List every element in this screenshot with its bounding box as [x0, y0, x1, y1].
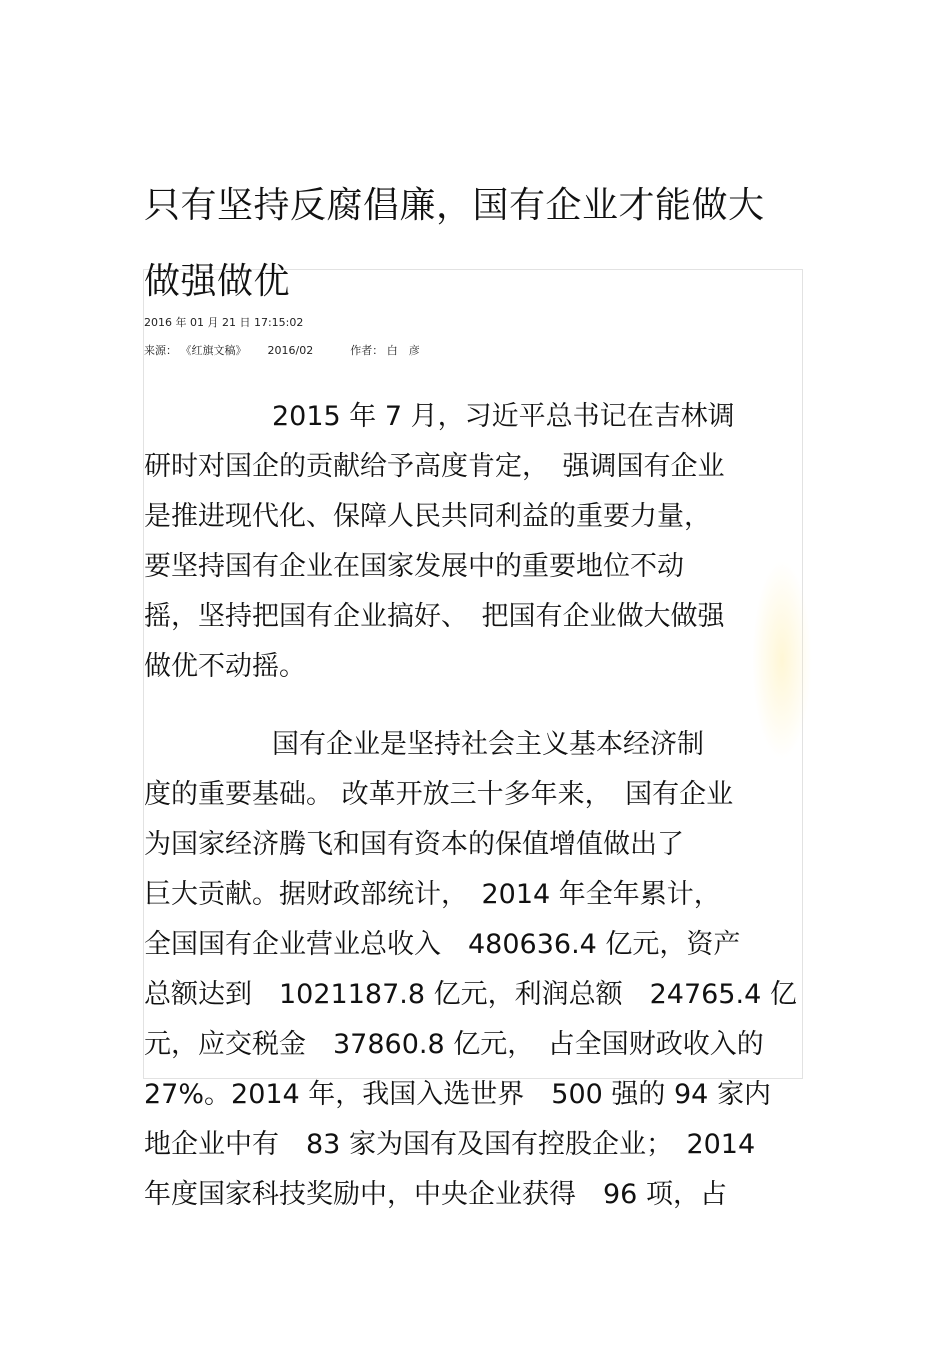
source-issue: 2016/02 [267, 344, 314, 357]
paragraph-line: 研时对国企的贡献给予高度肯定， 强调国有企业 [144, 451, 725, 482]
article-title-line: 只有坚持反腐倡廉，国有企业才能做大 [144, 185, 765, 226]
article-title [144, 168, 784, 320]
paragraph-line: 元，应交税金 37860.8 亿元， 占全国财政收入的 [144, 1029, 764, 1060]
paragraph-line: 度的重要基础。 改革开放三十多年来， 国有企业 [144, 779, 734, 810]
body-paragraph [144, 720, 804, 1220]
source-publication: 《红旗文稿》 [180, 344, 247, 357]
paragraph-line: 地企业中有 83 家为国有及国有控股企业； 2014 [144, 1129, 756, 1160]
source-line [144, 342, 420, 358]
paragraph-line: 年度国家科技奖励中，中央企业获得 96 项，占 [144, 1179, 727, 1210]
paragraph-line: 摇，坚持把国有企业搞好、 把国有企业做大做强 [144, 601, 725, 632]
publish-date: 2016 年 01 月 21 日 17:15:02 [144, 316, 304, 329]
paragraph-line: 巨大贡献。据财政部统计， 2014 年全年累计， [144, 879, 721, 910]
paragraph-line: 为国家经济腾飞和国有资本的保值增值做出了 [144, 829, 684, 860]
body-paragraph [144, 392, 804, 692]
author-name: 白 彦 [386, 344, 420, 357]
author-label: 作者： [350, 344, 384, 357]
paragraph-line: 要坚持国有企业在国家发展中的重要地位不动 [144, 551, 684, 582]
article-title-line: 做强做优 [144, 261, 291, 302]
paragraph-line: 2015 年 7 月，习近平总书记在吉林调 [272, 401, 735, 432]
paragraph-line: 是推进现代化、保障人民共同利益的重要力量， [144, 501, 711, 532]
paragraph-line: 27%。2014 年，我国入选世界 500 强的 94 家内 [144, 1079, 771, 1110]
paragraph-line: 全国国有企业营业总收入 480636.4 亿元，资产 [144, 929, 741, 960]
paragraph-line: 做优不动摇。 [144, 651, 306, 682]
paragraph-line: 国有企业是坚持社会主义基本经济制 [272, 729, 704, 760]
source-label: 来源： [144, 344, 177, 357]
paragraph-line: 总额达到 1021187.8 亿元，利润总额 24765.4 亿 [144, 979, 797, 1010]
